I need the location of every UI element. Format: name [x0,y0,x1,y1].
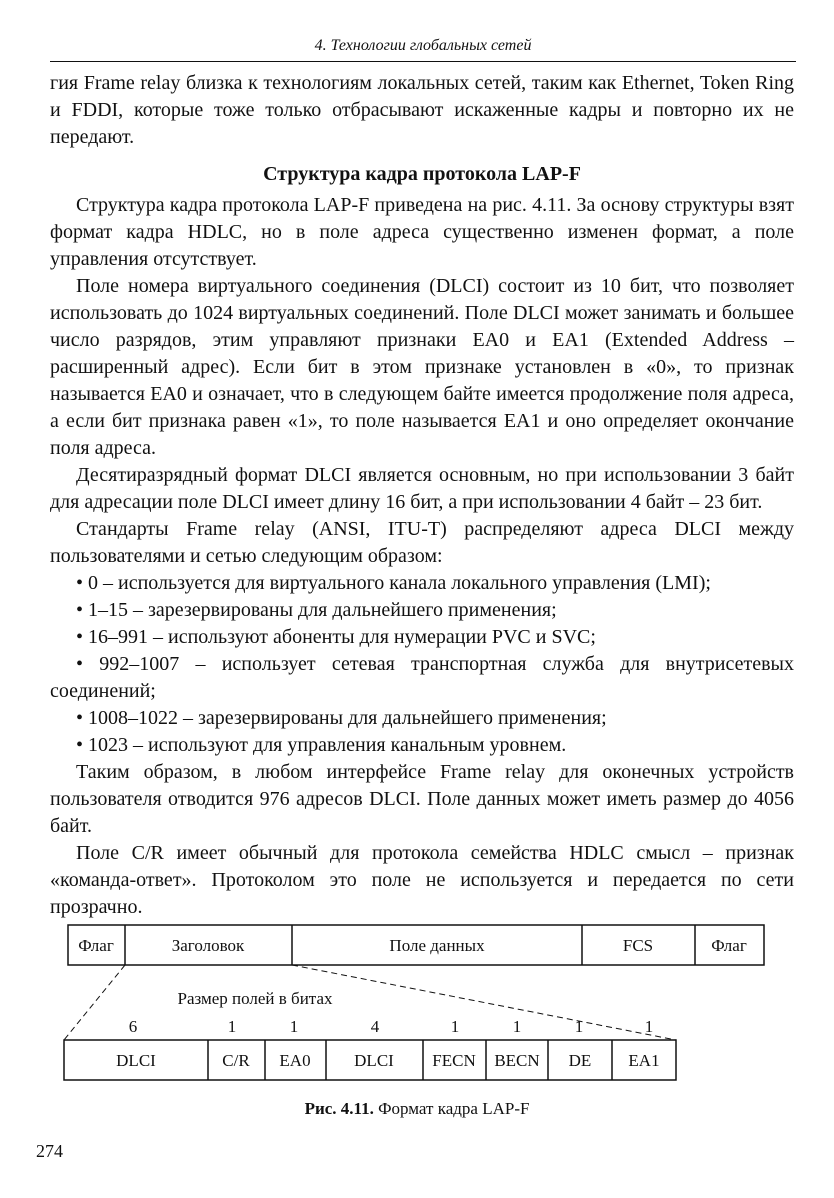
header-field-dlci-high: DLCI [116,1051,156,1070]
frame-field-flag-start: Флаг [78,936,114,955]
frame-field-data: Поле данных [389,936,485,955]
list-item: • 1008–1022 – зарезервированы для дальнейшего применения; [76,707,607,729]
bit-size: 1 [289,1017,299,1036]
figure-caption [0,1098,834,1120]
header-field-becn: BECN [494,1051,540,1070]
paragraph: Структура кадра протокола LAP-F приведена на рис. 4.11. За основу структуры взят формат кадра HDLC, но в поле адреса существенно изменен формат, а поле управления отсутствует. [50,194,794,270]
bit-size: 1 [644,1017,654,1036]
bit-size: 4 [370,1017,380,1036]
list-item: • 0 – используется для виртуального канала локального управления (LMI); [76,572,711,594]
bit-size: 6 [128,1017,138,1036]
bit-size: 1 [512,1017,522,1036]
header-field-ea1: EA1 [628,1051,660,1070]
paragraph: Десятиразрядный формат DLCI является основным, но при использовании 3 байт для адресации поле DLCI имеет длину 16 бит, а при использовании 4 байт – 23 бит. [50,464,794,513]
field-sizes-label: Размер полей в битах [177,989,333,1008]
paragraph: Поле номера виртуального соединения (DLCI) состоит из 10 бит, что позволяет использовать до 1024 виртуальных соединений. Поле DLCI может занимать и большее число разрядов, этим управляют признаки EA0 и EA1 (Extended Address – расширенный адрес). Если бит в этом признаке установлен в «0», то признак называется EA0 и означает, что в следующем байте имеется продолжение поля адреса, а если бит признака равен «1», то поле называется EA1 и оно определяет окончание поля адреса. [50,275,794,459]
main-text [50,70,794,921]
header-field-ea0: EA0 [279,1051,311,1070]
bit-size: 1 [450,1017,460,1036]
header-field-cr: C/R [222,1051,250,1070]
page-number: 274 [36,1141,63,1161]
frame-field-flag-end: Флаг [711,936,747,955]
header-field-de: DE [568,1051,592,1070]
header-rule [50,61,796,62]
bit-size: 1 [227,1017,237,1036]
paragraph: Таким образом, в любом интерфейсе Frame relay для оконечных устройств пользователя отводится 976 адресов DLCI. Поле данных может иметь размер до 4056 байт. [50,761,794,837]
bit-size: 1 [574,1017,584,1036]
paragraph: Поле C/R имеет обычный для протокола семейства HDLC смысл – признак «команда-ответ». Протоколом это поле не используется и передается по сети прозрачно. [50,842,794,918]
list-item: • 1–15 – зарезервированы для дальнейшего применения; [76,599,557,621]
paragraph: Стандарты Frame relay (ANSI, ITU-T) распределяют адреса DLCI между пользователями и сетью следующим образом: [50,518,794,567]
expansion-line-right [289,965,676,1040]
figure-caption-label: Рис. 4.11. [304,1099,374,1118]
list-item: • 16–991 – используют абоненты для нумерации PVC и SVC; [76,626,596,648]
header-field-fecn: FECN [432,1051,476,1070]
list-item: • 992–1007 – использует сетевая транспортная служба для внутрисетевых соединений; [50,653,794,702]
list-item: • 1023 – используют для управления канальным уровнем. [76,734,567,756]
figure-caption-text: Формат кадра LAP-F [378,1099,530,1118]
running-title: 4. Технологии глобальных сетей [314,37,532,54]
paragraph-continuation: гия Frame relay близка к технологиям локальных сетей, таким как Ethernet, Token Ring и FDDI, которые тоже только отбрасывают искаженные кадры и повторно их не передают. [50,72,794,148]
expansion-line-left [64,965,125,1040]
section-heading: Структура кадра протокола LAP-F [263,163,581,185]
frame-format-diagram [0,920,834,1100]
frame-field-fcs: FCS [622,936,654,955]
header-field-dlci-low: DLCI [354,1051,394,1070]
frame-field-header: Заголовок [171,936,245,955]
